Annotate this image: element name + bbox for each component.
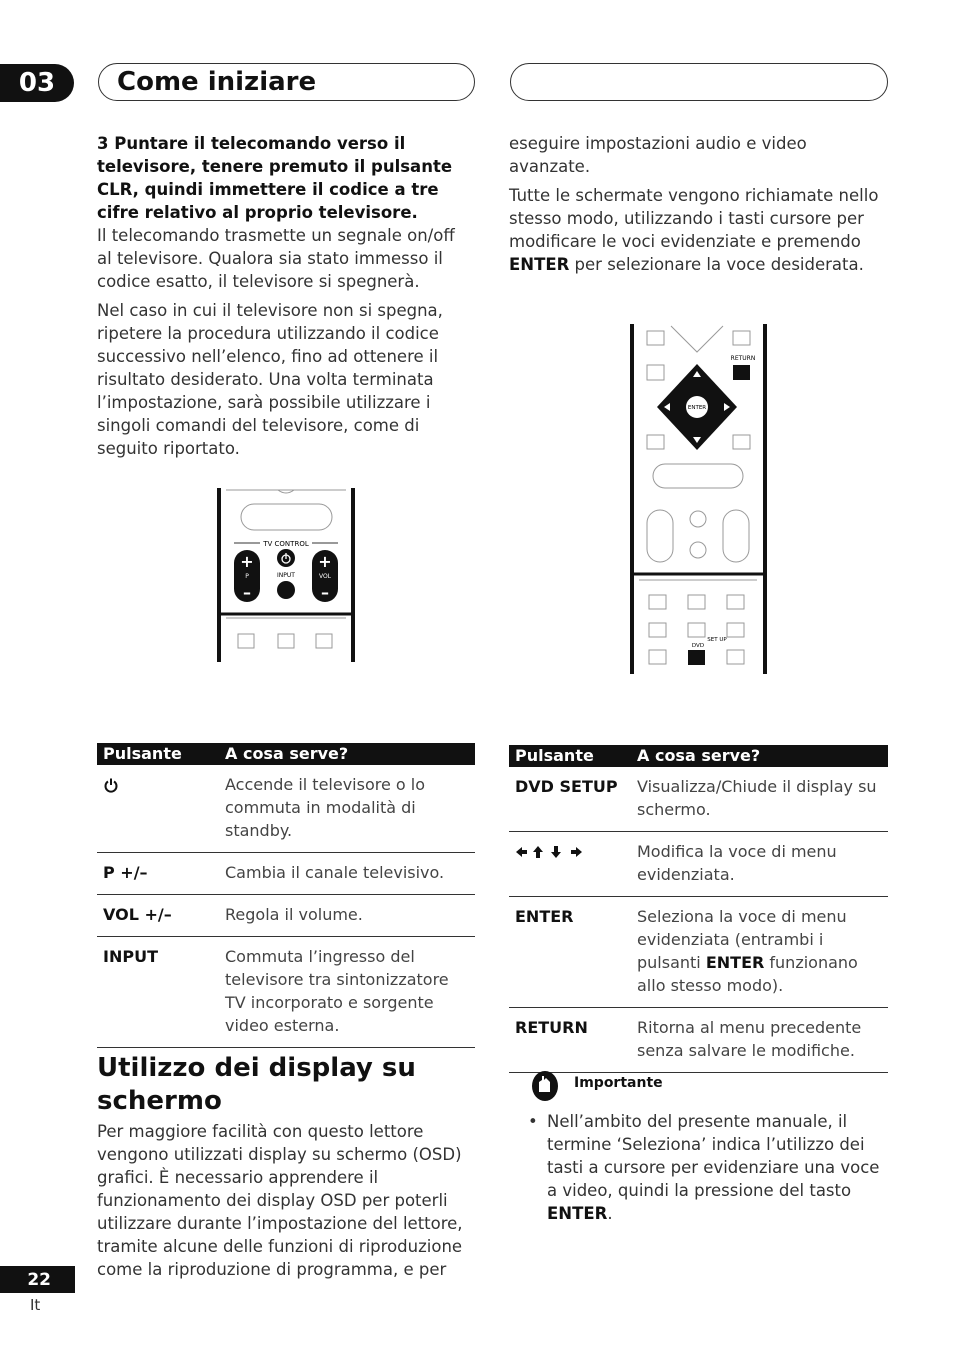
tv-buttons-table xyxy=(97,743,475,1048)
svg-text:+: + xyxy=(318,552,332,571)
svg-text:+: + xyxy=(240,552,254,571)
table-row xyxy=(97,765,475,853)
enter-label: ENTER xyxy=(687,405,707,411)
language-code: It xyxy=(30,1296,41,1314)
setup-label: SET UP xyxy=(707,637,727,643)
bullet-dot: • xyxy=(528,1112,538,1131)
chapter-number: 03 xyxy=(0,64,74,102)
cursor-arrows-icon xyxy=(509,832,631,897)
row-desc: Regola il volume. xyxy=(219,895,475,937)
col-header-button: Pulsante xyxy=(509,745,631,767)
chapter-title: Come iniziare xyxy=(117,67,317,97)
row-desc: Cambia il canale televisivo. xyxy=(219,853,475,895)
row-key: P +/– xyxy=(97,853,219,895)
svg-text:–: – xyxy=(243,583,251,602)
header-right-box xyxy=(510,63,888,101)
col-header-purpose: A cosa serve? xyxy=(631,745,888,767)
left-para-2: Nel caso in cui il televisore non si spegna, ripetere la procedura utilizzando il codice successivo nell’elenco, fino ad ottenere il risultato desiderato. Una volta terminata l’impostazione, sarà possibile utilizzare i singoli comandi del televisore, come di seguito riportato. xyxy=(97,301,443,458)
dvd-label: DVD xyxy=(691,643,705,649)
svg-text:P: P xyxy=(245,573,249,580)
chapter-title-box xyxy=(98,63,475,101)
row-desc: Modifica la voce di menu evidenziata. xyxy=(631,832,888,897)
col-header-purpose: A cosa serve? xyxy=(219,743,475,765)
row-key: RETURN xyxy=(509,1008,631,1073)
right-para-2: Tutte le schermate vengono richiamate nello stesso modo, utilizzando i tasti cursore per modificare le voci evidenziate e premendo ENTER per selezionare la voce desiderata. xyxy=(509,186,879,274)
osd-section xyxy=(97,1052,475,1281)
right-para-1: eseguire impostazioni audio e video avanzate. xyxy=(509,134,807,176)
important-note: Nell’ambito del presente manuale, il termine ‘Seleziona’ indica l’utilizzo dei tasti a cursore per evidenziare una voce a video, quindi la pressione del tasto ENTER. xyxy=(547,1112,880,1223)
dvd-remote-illustration xyxy=(629,324,769,674)
table-row xyxy=(509,1008,888,1073)
table-row xyxy=(97,853,475,895)
step-heading: 3 Puntare il telecomando verso il televisore, tenere premuto il pulsante CLR, quindi immettere il codice a tre cifre relativo al proprio televisore. xyxy=(97,134,453,222)
row-desc: Accende il televisore o lo commuta in modalità di standby. xyxy=(219,765,475,853)
row-desc: Seleziona la voce di menu evidenziata (entrambi i pulsanti ENTER funzionano allo stesso modo). xyxy=(631,897,888,1008)
table-row xyxy=(509,767,888,832)
section-heading: Utilizzo dei display su schermo xyxy=(97,1053,416,1116)
row-desc: Visualizza/Chiude il display su schermo. xyxy=(631,767,888,832)
row-key: DVD SETUP xyxy=(509,767,631,832)
svg-text:INPUT: INPUT xyxy=(277,572,295,579)
left-intro xyxy=(97,132,472,460)
left-para-1: Il telecomando trasmette un segnale on/off al televisore. Qualora sia stato immesso il codice esatto, il televisore si spegnerà. xyxy=(97,226,455,291)
svg-text:VOL: VOL xyxy=(318,573,332,580)
table-row xyxy=(509,832,888,897)
row-key: INPUT xyxy=(97,937,219,1048)
row-desc: Ritorna al menu precedente senza salvare le modifiche. xyxy=(631,1008,888,1073)
power-icon xyxy=(97,765,219,853)
tv-control-label: TV CONTROL xyxy=(263,540,309,548)
svg-text:–: – xyxy=(321,583,329,602)
section-para: Per maggiore facilità con questo lettore vengono utilizzati display su schermo (OSD) grafici. È necessario apprendere il funzionamento dei display OSD per poterli utilizzare durante l’impostazione del lettore, tramite alcune delle funzioni di riproduzione come la riproduzione di programma, e per xyxy=(97,1122,463,1279)
right-intro xyxy=(509,132,887,276)
row-key: VOL +/– xyxy=(97,895,219,937)
tv-remote-illustration xyxy=(216,486,356,662)
important-label: Importante xyxy=(574,1075,663,1091)
table-row xyxy=(97,937,475,1048)
table-row xyxy=(97,895,475,937)
page-number: 22 xyxy=(0,1266,75,1293)
row-desc: Commuta l’ingresso del televisore tra sintonizzatore TV incorporato e sorgente video esterna. xyxy=(219,937,475,1048)
return-label: RETURN xyxy=(730,355,756,362)
table-row xyxy=(509,897,888,1008)
col-header-button: Pulsante xyxy=(97,743,219,765)
osd-buttons-table xyxy=(509,745,888,1073)
important-hand-icon xyxy=(530,1070,560,1102)
row-key: ENTER xyxy=(509,897,631,1008)
